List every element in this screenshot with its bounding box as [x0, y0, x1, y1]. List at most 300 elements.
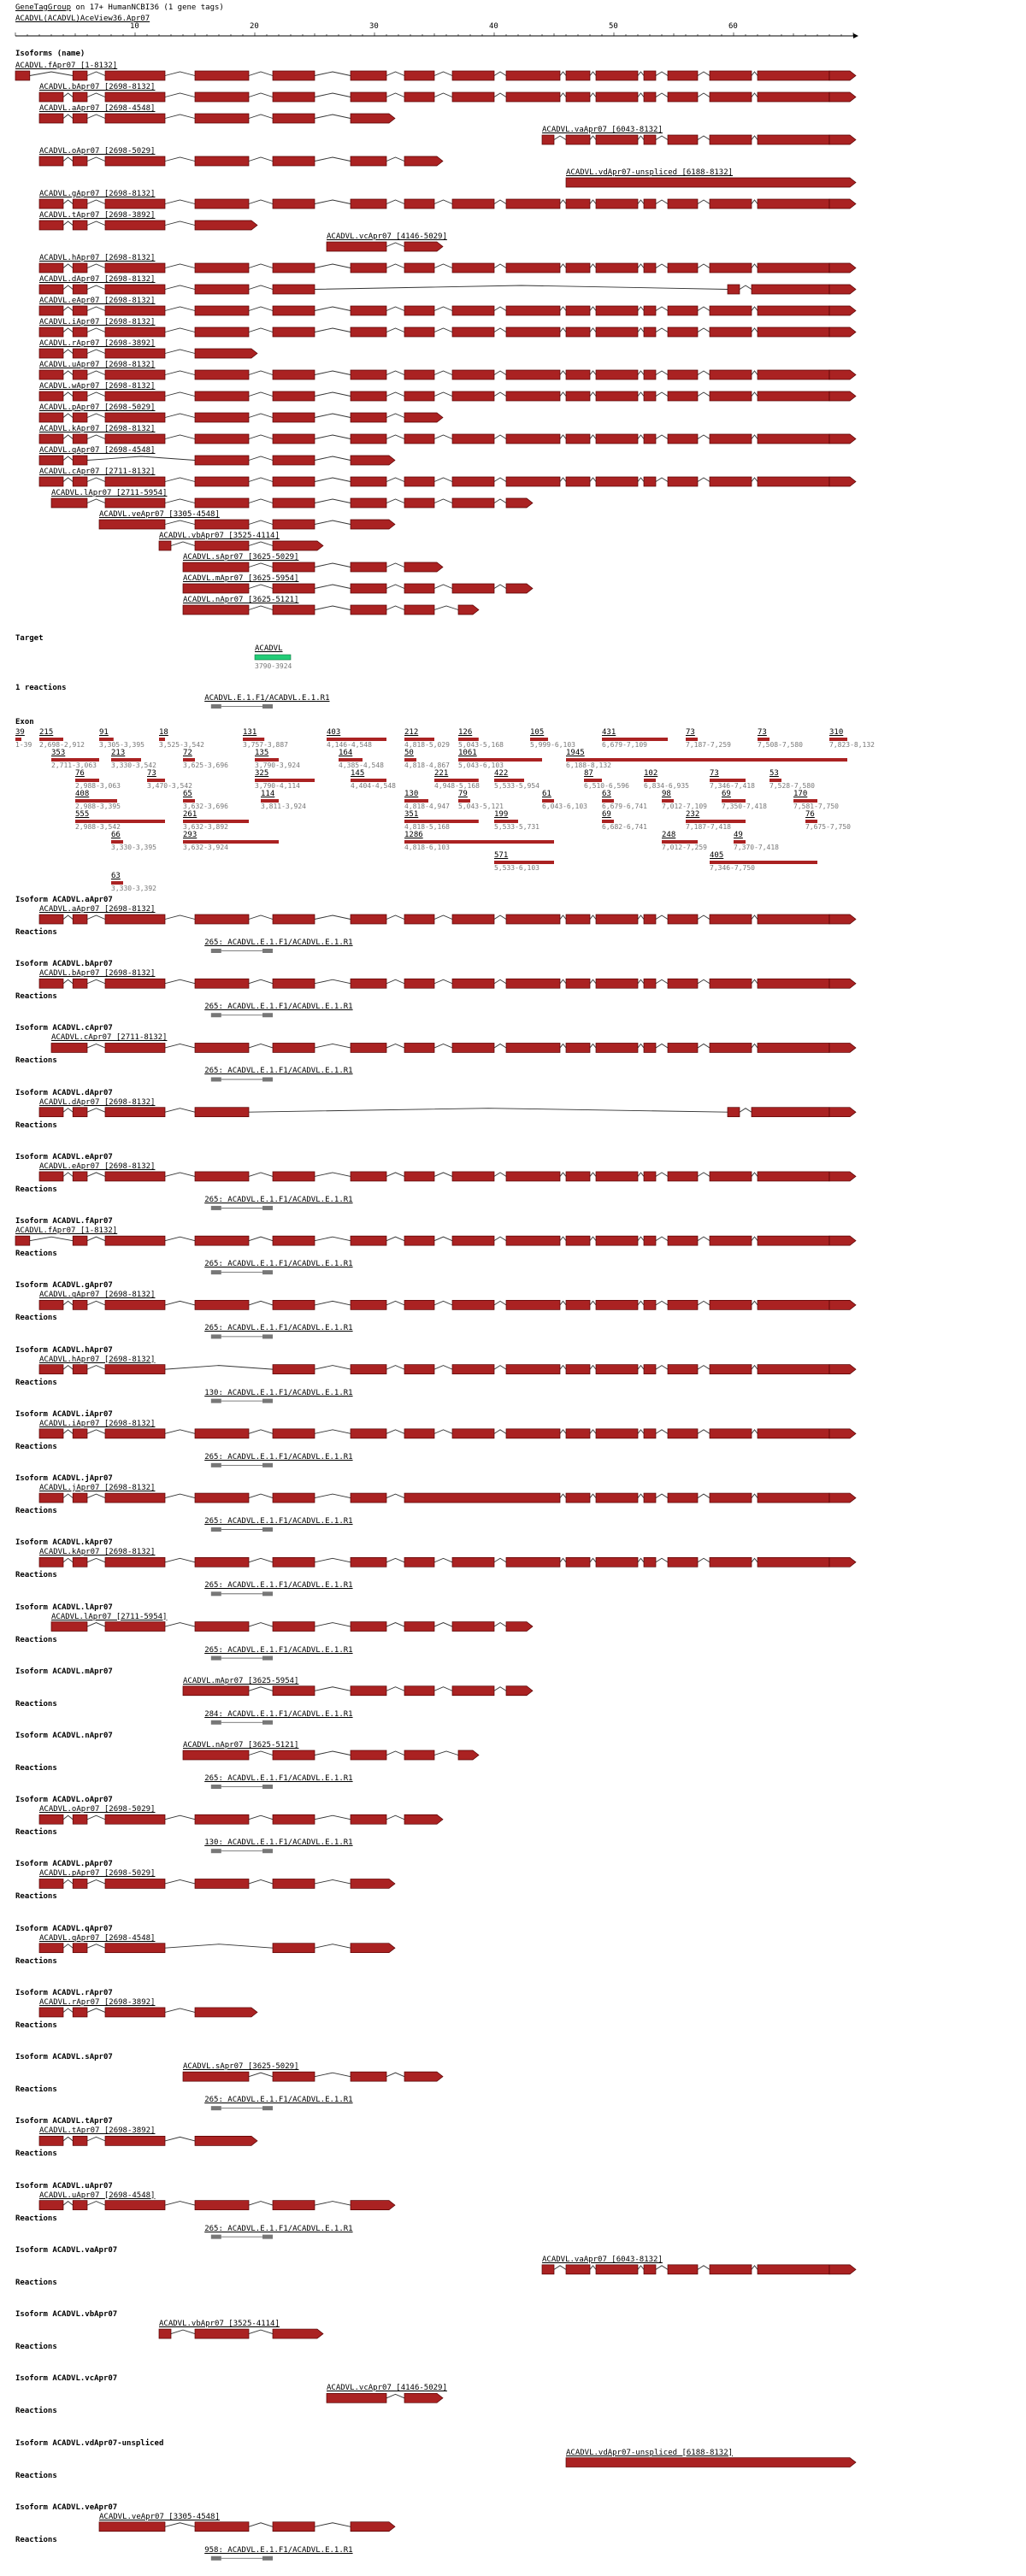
exon-length-link[interactable]: 69	[602, 810, 611, 819]
gene-subtitle-link[interactable]: ACADVL(ACADVL)AceView36.Apr07	[15, 15, 150, 23]
isoform-10-exon	[596, 1557, 638, 1567]
overview-17-exon	[758, 434, 829, 444]
isoform-22-exon	[159, 2329, 171, 2338]
overview-9-exon	[404, 263, 434, 273]
exon-bar	[602, 738, 668, 741]
isoform-1-intron	[249, 979, 273, 984]
overview-10-exon	[195, 285, 249, 294]
isoform-reaction-link[interactable]: 265: ACADVL.E.1.F1/ACADVL.E.1.R1	[204, 1067, 353, 1076]
isoform-reaction-link[interactable]: 265: ACADVL.E.1.F1/ACADVL.E.1.R1	[204, 1195, 353, 1204]
isoform-row-link[interactable]: ACADVL.jApr07 [2698-8132]	[39, 1484, 156, 1493]
isoform-row-link[interactable]: ACADVL.vcApr07 [4146-5029]	[327, 2384, 447, 2393]
isoform-10-intron	[63, 1558, 73, 1562]
exon-length-link[interactable]: 1286	[404, 831, 423, 839]
isoform-reaction-link[interactable]: 265: ACADVL.E.1.F1/ACADVL.E.1.R1	[204, 1581, 353, 1591]
exon-length-link[interactable]: 135	[255, 749, 269, 757]
exon-bar	[710, 779, 746, 782]
overview-16-exon	[195, 413, 249, 422]
isoform-18-exon	[183, 2072, 249, 2081]
isoform-title: Isoform ACADVL.qApr07	[15, 1924, 113, 1933]
isoform-7-intron	[494, 1366, 506, 1370]
exon-length-link[interactable]: 422	[494, 769, 509, 778]
isoform-9-intron	[315, 1494, 351, 1498]
overview-isoform-link[interactable]: ACADVL.oApr07 [2698-5029]	[39, 147, 156, 156]
isoform-reaction-link[interactable]: 284: ACADVL.E.1.F1/ACADVL.E.1.R1	[204, 1709, 353, 1719]
isoform-1-intron	[590, 979, 596, 984]
overview-25-exon	[351, 605, 386, 615]
exon-length-link[interactable]: 98	[662, 790, 671, 798]
isoform-2-intron	[165, 1044, 195, 1048]
isoform-9-exon	[351, 1493, 386, 1503]
exon-length-link[interactable]: 232	[686, 810, 700, 819]
overview-isoform-link[interactable]: ACADVL.tApr07 [2698-3892]	[39, 211, 156, 220]
overview-isoform-link[interactable]: ACADVL.wApr07 [2698-8132]	[39, 382, 156, 391]
exon-length-link[interactable]: 1061	[458, 749, 477, 757]
target-bar	[255, 655, 291, 660]
reactions-label: Reactions	[15, 1185, 57, 1194]
reactions-label: Reactions	[15, 1442, 57, 1451]
exon-bar	[15, 738, 21, 741]
isoform-4-intron	[656, 1173, 668, 1177]
isoform-2-intron	[698, 1044, 710, 1048]
overview-10-exon	[73, 285, 87, 294]
isoform-15-exon	[73, 1879, 87, 1888]
isoform-row-link[interactable]: ACADVL.vdApr07-unspliced [6188-8132]	[566, 2448, 734, 2457]
exon-length-link[interactable]: 63	[602, 790, 611, 798]
overview-25-intron	[315, 606, 351, 610]
page-title-rest: on 17+ HumanNCBI36 (1 gene tags)	[71, 3, 224, 12]
isoform-8-intron	[249, 1430, 273, 1434]
exon-length-link[interactable]: 39	[15, 728, 25, 737]
isoform-row-link[interactable]: ACADVL.gApr07 [2698-8132]	[39, 1291, 156, 1300]
exon-length-link[interactable]: 199	[494, 810, 509, 819]
isoform-title: Isoform ACADVL.mApr07	[15, 1667, 113, 1676]
isoform-4-intron	[560, 1173, 566, 1177]
isoform-row-link[interactable]: ACADVL.veApr07 [3305-4548]	[99, 2512, 220, 2521]
exon-length-link[interactable]: 145	[351, 769, 365, 778]
exon-length-link[interactable]: 405	[710, 851, 724, 860]
overview-9-exon	[39, 263, 63, 273]
exon-length-link[interactable]: 72	[183, 749, 192, 757]
overview-4-intron	[249, 157, 273, 162]
isoform-reaction-link[interactable]: 265: ACADVL.E.1.F1/ACADVL.E.1.R1	[204, 1324, 353, 1333]
exon-length-link[interactable]: 73	[686, 728, 695, 737]
exon-length-link[interactable]: 65	[183, 790, 192, 798]
isoform-11-intron	[434, 1623, 452, 1627]
exon-length-link[interactable]: 131	[243, 728, 257, 737]
exon-length-link[interactable]: 310	[829, 728, 844, 737]
exon-length-link[interactable]: 87	[584, 769, 593, 778]
isoform-8-exon	[195, 1429, 249, 1438]
overview-isoform-link[interactable]: ACADVL.vaApr07 [6043-8132]	[542, 126, 663, 134]
overview-15-intron	[590, 392, 596, 397]
exon-coords: 5,043-6,103	[458, 762, 504, 769]
isoform-4-primer-forward	[211, 1206, 221, 1210]
isoform-2-exon	[710, 1043, 752, 1052]
gene-tag-group-link[interactable]: GeneTagGroup	[15, 3, 72, 12]
isoform-row-link[interactable]: ACADVL.lApr07 [2711-5954]	[51, 1612, 168, 1621]
exon-length-link[interactable]: 403	[327, 728, 341, 737]
isoform-reaction-link[interactable]: 265: ACADVL.E.1.F1/ACADVL.E.1.R1	[204, 1003, 353, 1012]
exon-bar	[261, 799, 279, 803]
isoform-title: Isoform ACADVL.oApr07	[15, 1796, 113, 1805]
exon-length-link[interactable]: 61	[542, 790, 551, 798]
overview-9-intron	[386, 264, 404, 268]
isoform-row-link[interactable]: ACADVL.uApr07 [2698-4548]	[39, 2191, 156, 2200]
isoform-2-intron	[434, 1044, 452, 1048]
overview-11-exon	[758, 306, 829, 315]
exon-length-link[interactable]: 73	[147, 769, 156, 778]
overview-isoform-link[interactable]: ACADVL.iApr07 [2698-8132]	[39, 318, 156, 326]
isoform-18-intron	[315, 2073, 351, 2077]
overview-24-exon	[183, 584, 249, 593]
overview-17-exon	[73, 434, 87, 444]
overview-14-exon	[351, 370, 386, 379]
overview-12-exon	[710, 327, 752, 337]
overview-10-exon	[39, 285, 63, 294]
isoform-4-intron	[434, 1173, 452, 1177]
overview-isoform-link[interactable]: ACADVL.nApr07 [3625-5121]	[183, 596, 299, 604]
isoform-row-link[interactable]: ACADVL.bApr07 [2698-8132]	[39, 969, 156, 979]
isoform-5-intron	[87, 1237, 105, 1241]
exon-length-link[interactable]: 50	[404, 749, 414, 757]
overview-3-exon	[644, 135, 656, 144]
isoform-8-exon	[566, 1429, 590, 1438]
overview-isoform-link[interactable]: ACADVL.kApr07 [2698-8132]	[39, 425, 156, 433]
overview-6-intron	[315, 200, 351, 204]
overview-15-exon	[644, 391, 656, 401]
isoform-reaction-link[interactable]: 130: ACADVL.E.1.F1/ACADVL.E.1.R1	[204, 1838, 353, 1848]
exon-bar	[644, 779, 656, 782]
isoform-2-exon	[105, 1043, 165, 1052]
isoform-reaction-link[interactable]: 265: ACADVL.E.1.F1/ACADVL.E.1.R1	[204, 1645, 353, 1655]
exon-bar	[75, 799, 117, 803]
overview-14-intron	[63, 371, 73, 375]
overview-2-intron	[63, 115, 73, 119]
overview-15-exon	[351, 391, 386, 401]
isoform-row-link[interactable]: ACADVL.rApr07 [2698-3892]	[39, 1997, 156, 2007]
overview-isoform-link[interactable]: ACADVL.lApr07 [2711-5954]	[51, 489, 168, 497]
ruler-arrow	[853, 33, 858, 38]
exon-length-link[interactable]: 293	[183, 831, 198, 839]
overview-6-exon	[73, 199, 87, 209]
isoform-row-link[interactable]: ACADVL.pApr07 [2698-5029]	[39, 1869, 156, 1879]
isoform-19-exon	[73, 2136, 87, 2145]
isoform-7-intron	[698, 1366, 710, 1370]
overview-6-intron	[494, 200, 506, 204]
overview-10-intron	[165, 285, 195, 290]
isoform-8-exon	[404, 1429, 434, 1438]
overview-9-intron	[494, 264, 506, 268]
exon-length-link[interactable]: 325	[255, 769, 269, 778]
exon-length-link[interactable]: 102	[644, 769, 658, 778]
overview-17-exon	[644, 434, 656, 444]
overview-13-intron	[63, 350, 73, 354]
exon-length-link[interactable]: 351	[404, 810, 419, 819]
overview-20-exon	[105, 498, 165, 508]
overview-2-exon	[105, 114, 165, 123]
isoform-6-intron	[87, 1301, 105, 1305]
overview-12-intron	[63, 328, 73, 332]
isoform-row-link[interactable]: ACADVL.kApr07 [2698-8132]	[39, 1548, 156, 1557]
exon-coords: 4,818-5,168	[404, 823, 450, 831]
exon-bar	[722, 799, 746, 803]
overview-17-exon	[105, 434, 165, 444]
isoform-6-intron	[386, 1301, 404, 1305]
isoform-row-link[interactable]: ACADVL.iApr07 [2698-8132]	[39, 1419, 156, 1428]
isoform-2-intron	[494, 1044, 506, 1048]
isoform-2-exon-arrow	[829, 1043, 856, 1052]
overview-isoform-link[interactable]: ACADVL.cApr07 [2711-8132]	[39, 468, 156, 476]
exon-bar	[39, 738, 63, 741]
overview-4-exon	[351, 156, 386, 166]
isoform-0-intron	[590, 915, 596, 920]
isoform-17-exon	[73, 2008, 87, 2017]
exon-length-link[interactable]: 353	[51, 749, 66, 757]
overview-19-intron	[315, 478, 351, 482]
exon-length-link[interactable]: 164	[339, 749, 353, 757]
overview-isoform-link[interactable]: ACADVL.mApr07 [3625-5954]	[183, 574, 299, 583]
overview-14-intron	[315, 371, 351, 375]
isoform-reaction-link[interactable]: 265: ACADVL.E.1.F1/ACADVL.E.1.R1	[204, 1452, 353, 1461]
exon-length-link[interactable]: 79	[458, 790, 468, 798]
exon-length-link[interactable]: 76	[805, 810, 815, 819]
isoform-reaction-link[interactable]: 265: ACADVL.E.1.F1/ACADVL.E.1.R1	[204, 1517, 353, 1526]
target-name-link[interactable]: ACADVL	[255, 644, 283, 653]
overview-6-intron	[386, 200, 404, 204]
isoform-row-link[interactable]: ACADVL.aApr07 [2698-8132]	[39, 905, 156, 914]
overview-24-exon	[404, 584, 434, 593]
overview-isoform-link[interactable]: ACADVL.vbApr07 [3525-4114]	[159, 532, 280, 540]
overview-16-intron	[249, 414, 273, 418]
exon-length-link[interactable]: 431	[602, 728, 616, 737]
overview-14-intron	[560, 371, 566, 375]
isoform-reaction-link[interactable]: 265: ACADVL.E.1.F1/ACADVL.E.1.R1	[204, 938, 353, 947]
overview-isoform-link[interactable]: ACADVL.sApr07 [3625-5029]	[183, 553, 299, 562]
reaction-primer-link[interactable]: ACADVL.E.1.F1/ACADVL.E.1.R1	[204, 694, 330, 703]
overview-17-intron	[315, 435, 351, 439]
isoform-11-exon	[404, 1622, 434, 1632]
exon-bar	[183, 758, 195, 762]
target-section-title: Target	[15, 634, 44, 643]
overview-6-exon	[644, 199, 656, 209]
overview-isoform-link[interactable]: ACADVL.rApr07 [2698-3892]	[39, 339, 156, 348]
exon-length-link[interactable]: 53	[770, 769, 779, 778]
overview-19-exon	[506, 477, 560, 486]
isoform-row-link[interactable]: ACADVL.tApr07 [2698-3892]	[39, 2126, 156, 2136]
exon-length-link[interactable]: 130	[404, 790, 419, 798]
ruler-tick-label: 20	[250, 22, 259, 31]
isoform-row-link[interactable]: ACADVL.eApr07 [2698-8132]	[39, 1162, 156, 1171]
exon-length-link[interactable]: 170	[793, 790, 808, 798]
overview-isoform-link[interactable]: ACADVL.qApr07 [2698-4548]	[39, 446, 156, 455]
isoform-2-intron	[386, 1044, 404, 1048]
isoform-5-exon	[452, 1236, 494, 1245]
exon-coords: 3,525-3,542	[159, 741, 204, 749]
exon-length-link[interactable]: 212	[404, 728, 419, 737]
isoform-7-intron	[165, 1366, 273, 1370]
overview-1-exon	[273, 92, 315, 102]
exon-length-link[interactable]: 215	[39, 728, 54, 737]
isoform-1-exon	[710, 979, 752, 988]
exon-length-link[interactable]: 66	[111, 831, 121, 839]
isoform-7-intron	[656, 1366, 668, 1370]
isoform-12-exon	[273, 1686, 315, 1696]
isoform-15-intron	[87, 1879, 105, 1884]
overview-15-intron	[165, 392, 195, 397]
isoform-10-intron	[638, 1558, 644, 1562]
isoform-row-link[interactable]: ACADVL.nApr07 [3625-5121]	[183, 1741, 299, 1750]
exon-bar	[662, 840, 698, 844]
isoform-row-link[interactable]: ACADVL.oApr07 [2698-5029]	[39, 1805, 156, 1814]
overview-2-intron	[87, 115, 105, 119]
overview-isoform-link[interactable]: ACADVL.aApr07 [2698-4548]	[39, 104, 156, 113]
exon-length-link[interactable]: 73	[710, 769, 719, 778]
exon-length-link[interactable]: 73	[758, 728, 767, 737]
exon-length-link[interactable]: 213	[111, 749, 126, 757]
exon-coords: 7,581-7,750	[793, 803, 839, 810]
overview-17-exon-arrow	[829, 434, 856, 444]
isoform-17-exon	[39, 2008, 63, 2017]
overview-isoform-link[interactable]: ACADVL.bApr07 [2698-8132]	[39, 83, 156, 91]
exon-length-link[interactable]: 63	[111, 872, 121, 880]
isoform-reaction-link[interactable]: 958: ACADVL.E.1.F1/ACADVL.E.1.R1	[204, 2545, 353, 2555]
exon-bar	[686, 738, 698, 741]
overview-isoform-link[interactable]: ACADVL.hApr07 [2698-8132]	[39, 254, 156, 262]
exon-coords: 7,012-7,259	[662, 844, 707, 851]
exon-length-link[interactable]: 126	[458, 728, 473, 737]
isoform-11-intron	[315, 1623, 351, 1627]
isoform-row-link[interactable]: ACADVL.qApr07 [2698-4548]	[39, 1933, 156, 1943]
exon-length-link[interactable]: 69	[722, 790, 731, 798]
isoform-7-exon	[668, 1365, 698, 1374]
summary-primer-reverse	[262, 704, 273, 709]
isoform-title: Isoform ACADVL.iApr07	[15, 1409, 113, 1419]
overview-11-intron	[63, 307, 73, 311]
isoform-17-exon	[105, 2008, 165, 2017]
exon-length-link[interactable]: 105	[530, 728, 545, 737]
isoform-reaction-link[interactable]: 265: ACADVL.E.1.F1/ACADVL.E.1.R1	[204, 2224, 353, 2233]
overview-3-intron	[590, 136, 596, 140]
isoform-row-link[interactable]: ACADVL.mApr07 [3625-5954]	[183, 1676, 299, 1685]
isoform-2-exon	[51, 1043, 87, 1052]
overview-0-exon	[351, 71, 386, 80]
isoform-row-link[interactable]: ACADVL.sApr07 [3625-5029]	[183, 2062, 299, 2072]
overview-15-intron	[752, 392, 758, 397]
overview-15-intron	[87, 392, 105, 397]
overview-12-exon	[596, 327, 638, 337]
overview-3-exon	[566, 135, 590, 144]
isoform-5-exon	[710, 1236, 752, 1245]
isoform-reaction-link[interactable]: 265: ACADVL.E.1.F1/ACADVL.E.1.R1	[204, 2096, 353, 2105]
isoform-row-link[interactable]: ACADVL.hApr07 [2698-8132]	[39, 1355, 156, 1364]
exon-bar	[805, 820, 817, 823]
isoform-reaction-link[interactable]: 130: ACADVL.E.1.F1/ACADVL.E.1.R1	[204, 1388, 353, 1397]
overview-0-exon	[105, 71, 165, 80]
isoform-14-intron	[386, 1815, 404, 1820]
overview-24-exon	[452, 584, 494, 593]
exon-length-link[interactable]: 571	[494, 851, 509, 860]
exon-bar	[829, 738, 847, 741]
overview-isoform-link[interactable]: ACADVL.vcApr07 [4146-5029]	[327, 232, 447, 241]
overview-17-intron	[590, 435, 596, 439]
isoform-reaction-link[interactable]: 265: ACADVL.E.1.F1/ACADVL.E.1.R1	[204, 1774, 353, 1783]
exon-length-link[interactable]: 18	[159, 728, 168, 737]
overview-17-intron	[386, 435, 404, 439]
overview-0-intron	[434, 72, 452, 76]
exon-length-link[interactable]: 1945	[566, 749, 585, 757]
exon-length-link[interactable]: 221	[434, 769, 449, 778]
exon-length-link[interactable]: 261	[183, 810, 198, 819]
isoform-19-exon	[105, 2136, 165, 2145]
overview-17-intron	[656, 435, 668, 439]
isoform-12-exon	[183, 1686, 249, 1696]
overview-19-exon	[195, 477, 249, 486]
overview-isoform-link[interactable]: ACADVL.dApr07 [2698-8132]	[39, 275, 156, 284]
isoform-15-intron	[63, 1879, 73, 1884]
exon-length-link[interactable]: 114	[261, 790, 275, 798]
overview-6-exon-arrow	[829, 199, 856, 209]
isoform-row-link[interactable]: ACADVL.vbApr07 [3525-4114]	[159, 2320, 280, 2329]
overview-isoform-link[interactable]: ACADVL.gApr07 [2698-8132]	[39, 190, 156, 198]
isoform-row-link[interactable]: ACADVL.vaApr07 [6043-8132]	[542, 2255, 663, 2264]
overview-isoform-link[interactable]: ACADVL.fApr07 [1-8132]	[15, 62, 118, 70]
overview-1-exon-arrow	[829, 92, 856, 102]
overview-15-intron	[560, 392, 566, 397]
isoform-row-link[interactable]: ACADVL.fApr07 [1-8132]	[15, 1226, 118, 1236]
exon-length-link[interactable]: 49	[734, 831, 743, 839]
isoform-8-exon	[452, 1429, 494, 1438]
overview-isoform-link[interactable]: ACADVL.vdApr07-unspliced [6188-8132]	[566, 168, 734, 177]
isoform-0-exon	[404, 915, 434, 924]
isoform-5-intron	[315, 1237, 351, 1241]
isoform-1-exon	[105, 979, 165, 988]
isoform-17-intron	[87, 2008, 105, 2013]
isoform-14-exon	[273, 1814, 315, 1824]
overview-10-exon	[752, 285, 829, 294]
overview-isoform-link[interactable]: ACADVL.eApr07 [2698-8132]	[39, 297, 156, 305]
isoform-21-exon	[644, 2265, 656, 2274]
isoform-8-exon	[710, 1429, 752, 1438]
overview-15-exon	[668, 391, 698, 401]
overview-19-intron	[494, 478, 506, 482]
overview-24-intron	[434, 585, 452, 589]
overview-isoform-link[interactable]: ACADVL.veApr07 [3305-4548]	[99, 510, 220, 519]
isoform-row-link[interactable]: ACADVL.dApr07 [2698-8132]	[39, 1097, 156, 1107]
isoform-row-link[interactable]: ACADVL.cApr07 [2711-8132]	[51, 1033, 168, 1043]
isoform-9-intron	[590, 1494, 596, 1498]
isoform-5-exon	[15, 1236, 30, 1245]
exon-length-link[interactable]: 76	[75, 769, 85, 778]
exon-length-link[interactable]: 408	[75, 790, 90, 798]
exon-length-link[interactable]: 555	[75, 810, 90, 819]
exon-section-title: Exon	[15, 718, 34, 726]
overview-21-exon-arrow	[351, 520, 395, 529]
isoform-2-exon	[404, 1043, 434, 1052]
isoform-reaction-link[interactable]: 265: ACADVL.E.1.F1/ACADVL.E.1.R1	[204, 1260, 353, 1269]
isoform-4-primer-reverse	[262, 1206, 273, 1210]
isoform-5-intron	[165, 1237, 195, 1241]
overview-isoform-link[interactable]: ACADVL.pApr07 [2698-5029]	[39, 403, 156, 412]
exon-bar	[404, 820, 479, 823]
overview-22-exon	[159, 541, 171, 550]
overview-14-intron	[656, 371, 668, 375]
reactions-label: Reactions	[15, 1699, 57, 1709]
exon-length-link[interactable]: 91	[99, 728, 109, 737]
isoform-21-exon-arrow	[829, 2265, 856, 2274]
exon-length-link[interactable]: 248	[662, 831, 676, 839]
overview-isoform-link[interactable]: ACADVL.uApr07 [2698-8132]	[39, 361, 156, 369]
